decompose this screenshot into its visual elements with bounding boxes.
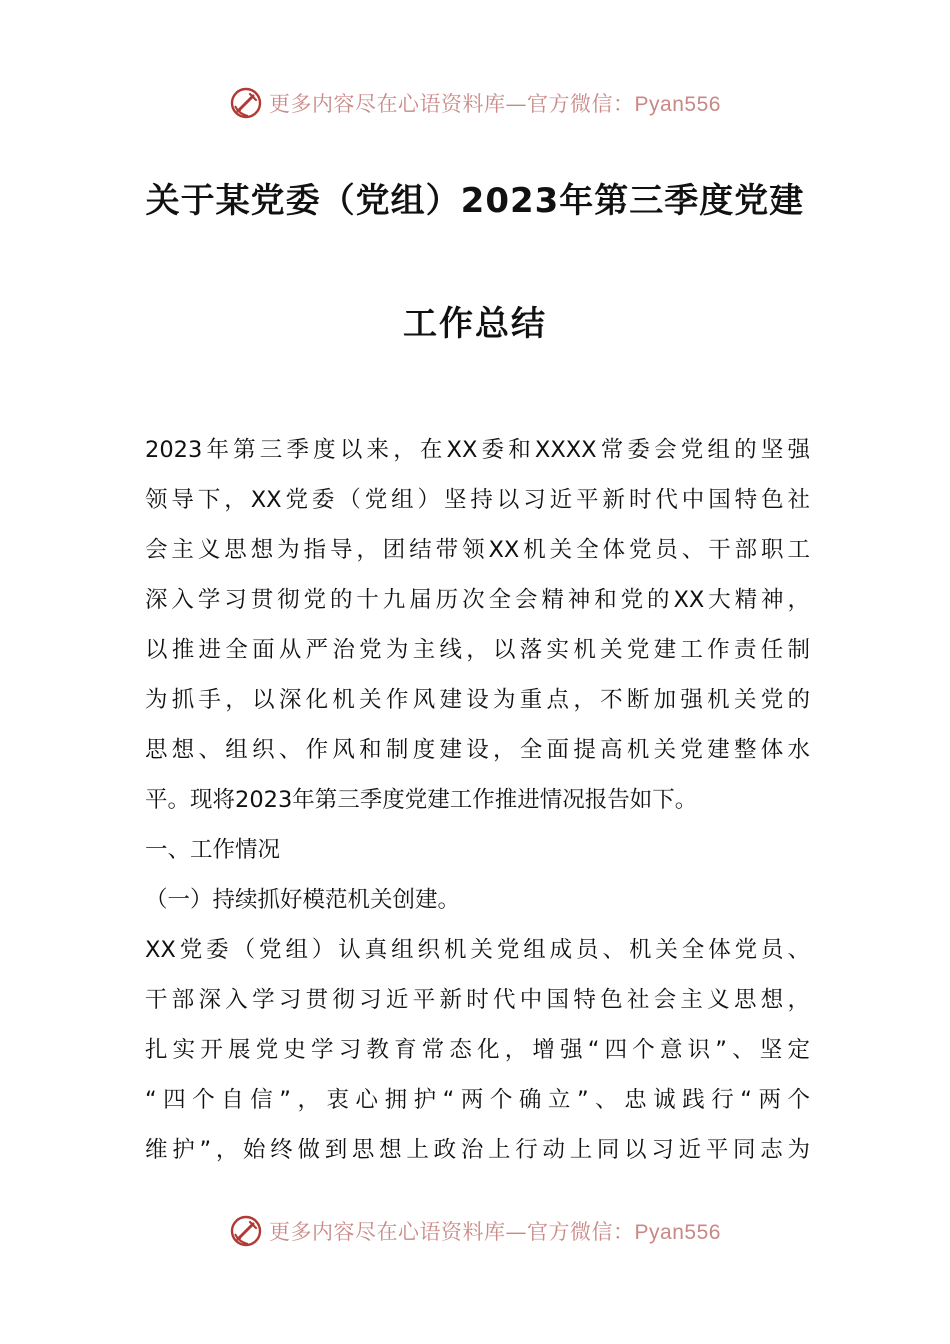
paragraph-line: 维护”，始终做到思想上政治上行动上同以习近平同志为 xyxy=(145,1137,810,1163)
paragraph-line: 干部深入学习贯彻习近平新时代中国特色社会主义思想， xyxy=(145,987,810,1013)
paragraph-line: XX党委（党组）认真组织机关党组成员、机关全体党员、 xyxy=(145,937,810,963)
paragraph-line: 2023年第三季度以来，在XX委和XXXX常委会党组的坚强 xyxy=(145,437,810,463)
paragraph-line: 平。现将2023年第三季度党建工作推进情况报告如下。 xyxy=(145,787,698,813)
wechat-id: Pyan556 xyxy=(634,93,721,116)
paragraph-line: 以推进全面从严治党为主线，以落实机关党建工作责任制 xyxy=(145,637,810,663)
paragraph-line: 会主义思想为指导，团结带领XX机关全体党员、干部职工 xyxy=(145,537,810,563)
watermark-text: 更多内容尽在心语资料库—官方微信：Pyan556 xyxy=(269,92,721,116)
watermark-text: 更多内容尽在心语资料库—官方微信：Pyan556 xyxy=(269,1220,721,1244)
paragraph-line: 思想、组织、作风和制度建设，全面提高机关党建整体水 xyxy=(145,737,810,763)
pen-seal-icon xyxy=(229,86,263,120)
paragraph-line: 领导下，XX党委（党组）坚持以习近平新时代中国特色社 xyxy=(145,487,810,513)
section-heading: 一、工作情况 xyxy=(145,837,281,863)
paragraph-line: 扎实开展党史学习教育常态化，增强“四个意识”、坚定 xyxy=(145,1037,810,1063)
document-title-line-1: 关于某党委（党组）2023年第三季度党建 xyxy=(145,181,805,221)
paragraph-line: “四个自信”，衷心拥护“两个确立”、忠诚践行“两个 xyxy=(145,1087,810,1113)
subsection-heading: （一）持续抓好模范机关创建。 xyxy=(145,887,461,913)
watermark-banner-top xyxy=(0,83,950,123)
document-body xyxy=(145,425,810,1175)
wechat-id: Pyan556 xyxy=(634,1221,721,1244)
document-title-line-2: 工作总结 xyxy=(403,304,547,344)
paragraph-line: 为抓手，以深化机关作风建设为重点，不断加强机关党的 xyxy=(145,687,810,713)
watermark-banner-bottom xyxy=(0,1211,950,1251)
pen-seal-icon xyxy=(229,1214,263,1248)
paragraph-line: 深入学习贯彻党的十九届历次全会精神和党的XX大精神， xyxy=(145,587,810,613)
